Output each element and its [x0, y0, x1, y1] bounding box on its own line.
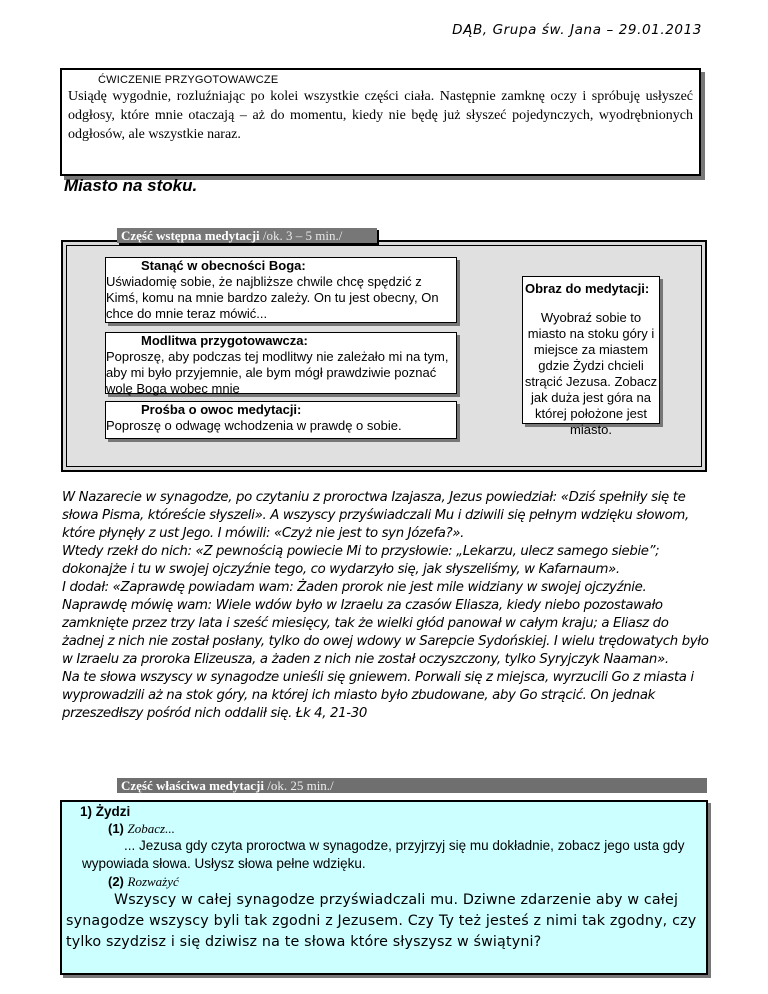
- gospel-paragraph: I dodał: «Zaprawdę powiadam wam: Żaden prorok nie jest mile widziany w swojej ojczyźnie. Naprawdę mówię wam: Wiele wdów było w Izraelu za czasów Eliasza, kiedy niebo pozostawało zamknięte przez trzy lata i sześć miesięcy, tak że wielki głód panował w całym kraju; a Eliasz do żadnej z nich nie został posłany, tylko do owej wdowy w Sarepcie Sydońskiej. I wielu trędowatych było w Izraelu za proroka Elizeusza, a żaden z nich nie został oczyszczony, tylko Syryjczyk Naaman».: [62, 580, 709, 667]
- step-2-heading: [108, 873, 702, 890]
- gospel-paragraph: Na te słowa wszyscy w synagodze unieśli się gniewem. Porwali się z miejsca, wyrzucili Go z miasta i wyprowadzili aż na stok góry, na której ich miasto było zbudowane, aby Go strącić. On jednak przeszedłszy pośród nich oddalił się. Łk 4, 21-30: [62, 670, 694, 721]
- section-title: 1) Żydzi: [80, 804, 131, 819]
- step-2-label: Rozważyć: [127, 874, 179, 889]
- presence-heading: Stanąć w obecności Boga:: [141, 258, 306, 273]
- request-box: [105, 401, 457, 439]
- exercise-title: ĆWICZENIE PRZYGOTOWAWCZE: [98, 74, 279, 86]
- step-1-label: Zobacz...: [127, 821, 175, 836]
- step-2-text: [66, 890, 702, 953]
- intro-section-bar: [117, 228, 377, 243]
- presence-text: Uświadomię sobie, że najbliższe chwile chcę spędzić z Kimś, komu na mnie bardzo zależy. On tu jest obecny, On chce do mnie teraz mówić...: [106, 274, 439, 321]
- prayer-box: [105, 332, 457, 394]
- intro-bar-label: Część wstępna medytacji: [121, 228, 260, 243]
- prayer-text: Poproszę, aby podczas tej modlitwy nie zależało mi na tym, aby mi było przyjemnie, ale bym mógł prawdziwie poznać wolę Boga wobec mnie: [106, 349, 449, 396]
- gospel-paragraph: W Nazarecie w synagodze, po czytaniu z proroctwa Izajasza, Jezus powiedział: «Dziś spełniły się te słowa Pisma, któreście słyszeli». A wszyscy przyświadczali Mu i dziwili się pełnym wdzięku słowom, które płynęły z ust Jego. I mówili: «Czyż nie jest to syn Józefa?».: [62, 490, 689, 541]
- intro-inner-panel: [66, 245, 702, 467]
- gospel-passage: [62, 489, 712, 723]
- step-2-text-content: Wszyscy w całej synagodze przyświadczali mu. Dziwne zdarzenie aby w całej synagodze wszyscy byli tak zgodni z Jezusem. Czy Ty też jesteś z nimi tak zgodny, czy tylko szydzisz i się dziwisz na te słowa które słyszysz w świątyni?: [66, 892, 697, 950]
- meditation-bar-time: /ok. 25 min./: [267, 778, 334, 793]
- meditation-section-bar: [117, 778, 707, 793]
- meditation-title: Miasto na stoku.: [64, 176, 198, 195]
- step-1-text: [82, 837, 702, 873]
- presence-box: [105, 257, 457, 323]
- request-text: Poproszę o odwagę wchodzenia w prawdę o sobie.: [106, 418, 402, 433]
- image-heading: Obraz do medytacji:: [525, 281, 650, 296]
- step-1-heading: [108, 820, 702, 837]
- meditation-box: [60, 800, 708, 975]
- exercise-box: [60, 68, 701, 176]
- gospel-paragraph: Wtedy rzekł do nich: «Z pewnością powiecie Mi to przysłowie: „Lekarzu, ulecz samego siebie”; dokonajże i tu w swojej ojczyźnie tego, co wydarzyło się, jak słyszeliśmy, w Kafarnaum».: [62, 544, 660, 577]
- step-1-number: (1): [108, 821, 124, 836]
- request-heading: Prośba o owoc medytacji:: [141, 402, 302, 417]
- step-1-text-content: ... Jezusa gdy czyta proroctwa w synagodze, przyjrzyj się mu dokładnie, zobacz jego usta gdy wypowiada słowa. Usłysz słowa pełne wdzięku.: [82, 838, 685, 871]
- image-box: [522, 276, 660, 437]
- prayer-heading: Modlitwa przygotowawcza:: [141, 333, 308, 348]
- intro-frame: [61, 240, 707, 472]
- image-text: Wyobraź sobie to miasto na stoku góry i miejsce za miastem gdzie Żydzi chcieli strącić Jezusa. Zobacz jak duża jest góra na której położone jest miasto.: [524, 310, 658, 437]
- meditation-bar-label: Część właściwa medytacji: [121, 778, 264, 793]
- page-header: DĄB, Grupa św. Jana – 29.01.2013: [452, 22, 702, 38]
- intro-bar-time: /ok. 3 – 5 min./: [262, 228, 343, 243]
- step-2-number: (2): [108, 874, 124, 889]
- exercise-text: Usiądę wygodnie, rozluźniając po kolei wszystkie części ciała. Następnie zamknę oczy i spróbuję usłyszeć odgłosy, które mnie otaczają – aż do momentu, kiedy nie będę już słyszeć pojedynczych, wyodrębnionych odgłosów, ale wszystkie naraz.: [68, 89, 693, 142]
